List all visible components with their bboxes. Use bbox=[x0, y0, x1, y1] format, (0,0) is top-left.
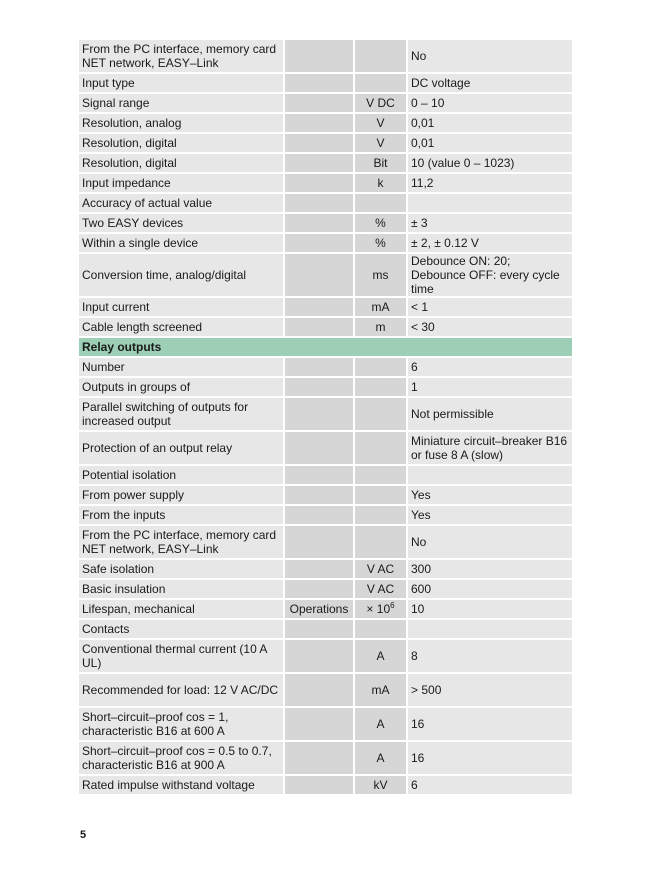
spec-label: Accuracy of actual value bbox=[79, 194, 285, 214]
table-row bbox=[79, 486, 572, 506]
spec-label: Contacts bbox=[79, 620, 285, 640]
table-row bbox=[79, 466, 572, 486]
spec-condition bbox=[285, 174, 355, 194]
spec-value bbox=[408, 466, 572, 486]
spec-label: Short–circuit–proof cos = 0.5 to 0.7, characteristic B16 at 900 A bbox=[79, 742, 285, 776]
spec-condition bbox=[285, 466, 355, 486]
spec-unit: V AC bbox=[355, 580, 408, 600]
spec-value: 11,2 bbox=[408, 174, 572, 194]
spec-condition bbox=[285, 134, 355, 154]
spec-condition bbox=[285, 40, 355, 74]
spec-unit bbox=[355, 194, 408, 214]
spec-label: From the PC interface, memory card NET network, EASY–Link bbox=[79, 40, 285, 74]
spec-value: > 500 bbox=[408, 674, 572, 708]
spec-condition bbox=[285, 486, 355, 506]
spec-label: Number bbox=[79, 358, 285, 378]
table-row bbox=[79, 776, 572, 796]
spec-label: From the PC interface, memory card NET network, EASY–Link bbox=[79, 526, 285, 560]
table-row bbox=[79, 620, 572, 640]
spec-label: Input impedance bbox=[79, 174, 285, 194]
spec-label: From power supply bbox=[79, 486, 285, 506]
spec-value: < 1 bbox=[408, 298, 572, 318]
table-row bbox=[79, 708, 572, 742]
spec-unit bbox=[355, 486, 408, 506]
spec-condition bbox=[285, 560, 355, 580]
spec-condition bbox=[285, 742, 355, 776]
table-row bbox=[79, 114, 572, 134]
unit-base: × 10 bbox=[366, 602, 391, 616]
spec-label: Resolution, digital bbox=[79, 154, 285, 174]
table-row bbox=[79, 432, 572, 466]
spec-value: 6 bbox=[408, 776, 572, 796]
spec-unit: A bbox=[355, 742, 408, 776]
table-row bbox=[79, 600, 572, 620]
spec-value bbox=[408, 620, 572, 640]
spec-label: Input current bbox=[79, 298, 285, 318]
spec-value: Miniature circuit–breaker B16 or fuse 8 A (slow) bbox=[408, 432, 572, 466]
spec-condition bbox=[285, 708, 355, 742]
spec-unit bbox=[355, 398, 408, 432]
spec-value: < 30 bbox=[408, 318, 572, 338]
spec-unit bbox=[355, 620, 408, 640]
spec-value: 600 bbox=[408, 580, 572, 600]
table-row bbox=[79, 378, 572, 398]
spec-condition: Operations bbox=[285, 600, 355, 620]
spec-unit: ms bbox=[355, 254, 408, 298]
spec-condition bbox=[285, 318, 355, 338]
table-row bbox=[79, 398, 572, 432]
spec-value: 6 bbox=[408, 358, 572, 378]
spec-unit: mA bbox=[355, 298, 408, 318]
spec-label: From the inputs bbox=[79, 506, 285, 526]
spec-unit: m bbox=[355, 318, 408, 338]
spec-condition bbox=[285, 358, 355, 378]
spec-label: Conversion time, analog/digital bbox=[79, 254, 285, 298]
table-row bbox=[79, 94, 572, 114]
table-row bbox=[79, 580, 572, 600]
spec-condition bbox=[285, 506, 355, 526]
table-row bbox=[79, 674, 572, 708]
spec-unit bbox=[355, 40, 408, 74]
spec-condition bbox=[285, 114, 355, 134]
spec-condition bbox=[285, 674, 355, 708]
spec-condition bbox=[285, 254, 355, 298]
spec-unit bbox=[355, 378, 408, 398]
spec-value: 10 bbox=[408, 600, 572, 620]
spec-value: 16 bbox=[408, 708, 572, 742]
table-row bbox=[79, 194, 572, 214]
spec-condition bbox=[285, 432, 355, 466]
section-header-row bbox=[79, 338, 572, 358]
spec-label: Short–circuit–proof cos = 1, characteristic B16 at 600 A bbox=[79, 708, 285, 742]
table-row bbox=[79, 154, 572, 174]
spec-condition bbox=[285, 526, 355, 560]
table-row bbox=[79, 174, 572, 194]
spec-value: No bbox=[408, 526, 572, 560]
spec-unit bbox=[355, 74, 408, 94]
table-row bbox=[79, 74, 572, 94]
table-row bbox=[79, 318, 572, 338]
spec-unit: V AC bbox=[355, 560, 408, 580]
spec-label: Potential isolation bbox=[79, 466, 285, 486]
spec-value: No bbox=[408, 40, 572, 74]
spec-value: 10 (value 0 – 1023) bbox=[408, 154, 572, 174]
spec-condition bbox=[285, 298, 355, 318]
spec-unit: Bit bbox=[355, 154, 408, 174]
spec-label: Two EASY devices bbox=[79, 214, 285, 234]
spec-label: Rated impulse withstand voltage bbox=[79, 776, 285, 796]
table-row bbox=[79, 254, 572, 298]
spec-label: Resolution, analog bbox=[79, 114, 285, 134]
spec-condition bbox=[285, 398, 355, 432]
spec-label: Parallel switching of outputs for increased output bbox=[79, 398, 285, 432]
spec-unit: % bbox=[355, 234, 408, 254]
spec-unit: k bbox=[355, 174, 408, 194]
spec-unit: V bbox=[355, 114, 408, 134]
table-row bbox=[79, 214, 572, 234]
spec-label: Protection of an output relay bbox=[79, 432, 285, 466]
spec-unit: A bbox=[355, 640, 408, 674]
table-row bbox=[79, 526, 572, 560]
spec-unit bbox=[355, 526, 408, 560]
spec-value bbox=[408, 194, 572, 214]
table-row bbox=[79, 298, 572, 318]
spec-condition bbox=[285, 194, 355, 214]
spec-unit bbox=[355, 600, 408, 620]
section-title: Relay outputs bbox=[79, 338, 572, 358]
spec-value: Not permissible bbox=[408, 398, 572, 432]
spec-value: 8 bbox=[408, 640, 572, 674]
spec-label: Basic insulation bbox=[79, 580, 285, 600]
spec-condition bbox=[285, 94, 355, 114]
table-row bbox=[79, 134, 572, 154]
spec-table bbox=[79, 40, 572, 796]
spec-condition bbox=[285, 620, 355, 640]
spec-label: Recommended for load: 12 V AC/DC bbox=[79, 674, 285, 708]
spec-condition bbox=[285, 378, 355, 398]
spec-label: Outputs in groups of bbox=[79, 378, 285, 398]
spec-condition bbox=[285, 214, 355, 234]
table-row bbox=[79, 560, 572, 580]
spec-value: DC voltage bbox=[408, 74, 572, 94]
spec-condition bbox=[285, 776, 355, 796]
spec-condition bbox=[285, 154, 355, 174]
spec-unit: A bbox=[355, 708, 408, 742]
spec-value: 0,01 bbox=[408, 114, 572, 134]
spec-value: 1 bbox=[408, 378, 572, 398]
spec-value: ± 3 bbox=[408, 214, 572, 234]
table-row bbox=[79, 234, 572, 254]
spec-condition bbox=[285, 640, 355, 674]
spec-condition bbox=[285, 74, 355, 94]
spec-value: 0,01 bbox=[408, 134, 572, 154]
spec-unit bbox=[355, 432, 408, 466]
spec-label: Cable length screened bbox=[79, 318, 285, 338]
spec-value: ± 2, ± 0.12 V bbox=[408, 234, 572, 254]
spec-value: 16 bbox=[408, 742, 572, 776]
table-row bbox=[79, 742, 572, 776]
spec-label: Input type bbox=[79, 74, 285, 94]
spec-condition bbox=[285, 580, 355, 600]
spec-label: Within a single device bbox=[79, 234, 285, 254]
spec-unit: mA bbox=[355, 674, 408, 708]
spec-label: Safe isolation bbox=[79, 560, 285, 580]
spec-label: Lifespan, mechanical bbox=[79, 600, 285, 620]
spec-value: Yes bbox=[408, 486, 572, 506]
spec-unit: V DC bbox=[355, 94, 408, 114]
spec-label: Conventional thermal current (10 A UL) bbox=[79, 640, 285, 674]
spec-unit bbox=[355, 358, 408, 378]
table-row bbox=[79, 40, 572, 74]
spec-value: Yes bbox=[408, 506, 572, 526]
spec-label: Resolution, digital bbox=[79, 134, 285, 154]
table-row bbox=[79, 640, 572, 674]
spec-unit bbox=[355, 506, 408, 526]
spec-value: 300 bbox=[408, 560, 572, 580]
unit-exponent: 6 bbox=[390, 601, 395, 610]
table-row bbox=[79, 506, 572, 526]
spec-unit: kV bbox=[355, 776, 408, 796]
spec-label: Signal range bbox=[79, 94, 285, 114]
spec-value: Debounce ON: 20; Debounce OFF: every cycle time bbox=[408, 254, 572, 298]
spec-condition bbox=[285, 234, 355, 254]
page-number: 5 bbox=[80, 829, 87, 841]
table-row bbox=[79, 358, 572, 378]
spec-value: 0 – 10 bbox=[408, 94, 572, 114]
spec-unit: % bbox=[355, 214, 408, 234]
spec-unit: V bbox=[355, 134, 408, 154]
spec-unit bbox=[355, 466, 408, 486]
